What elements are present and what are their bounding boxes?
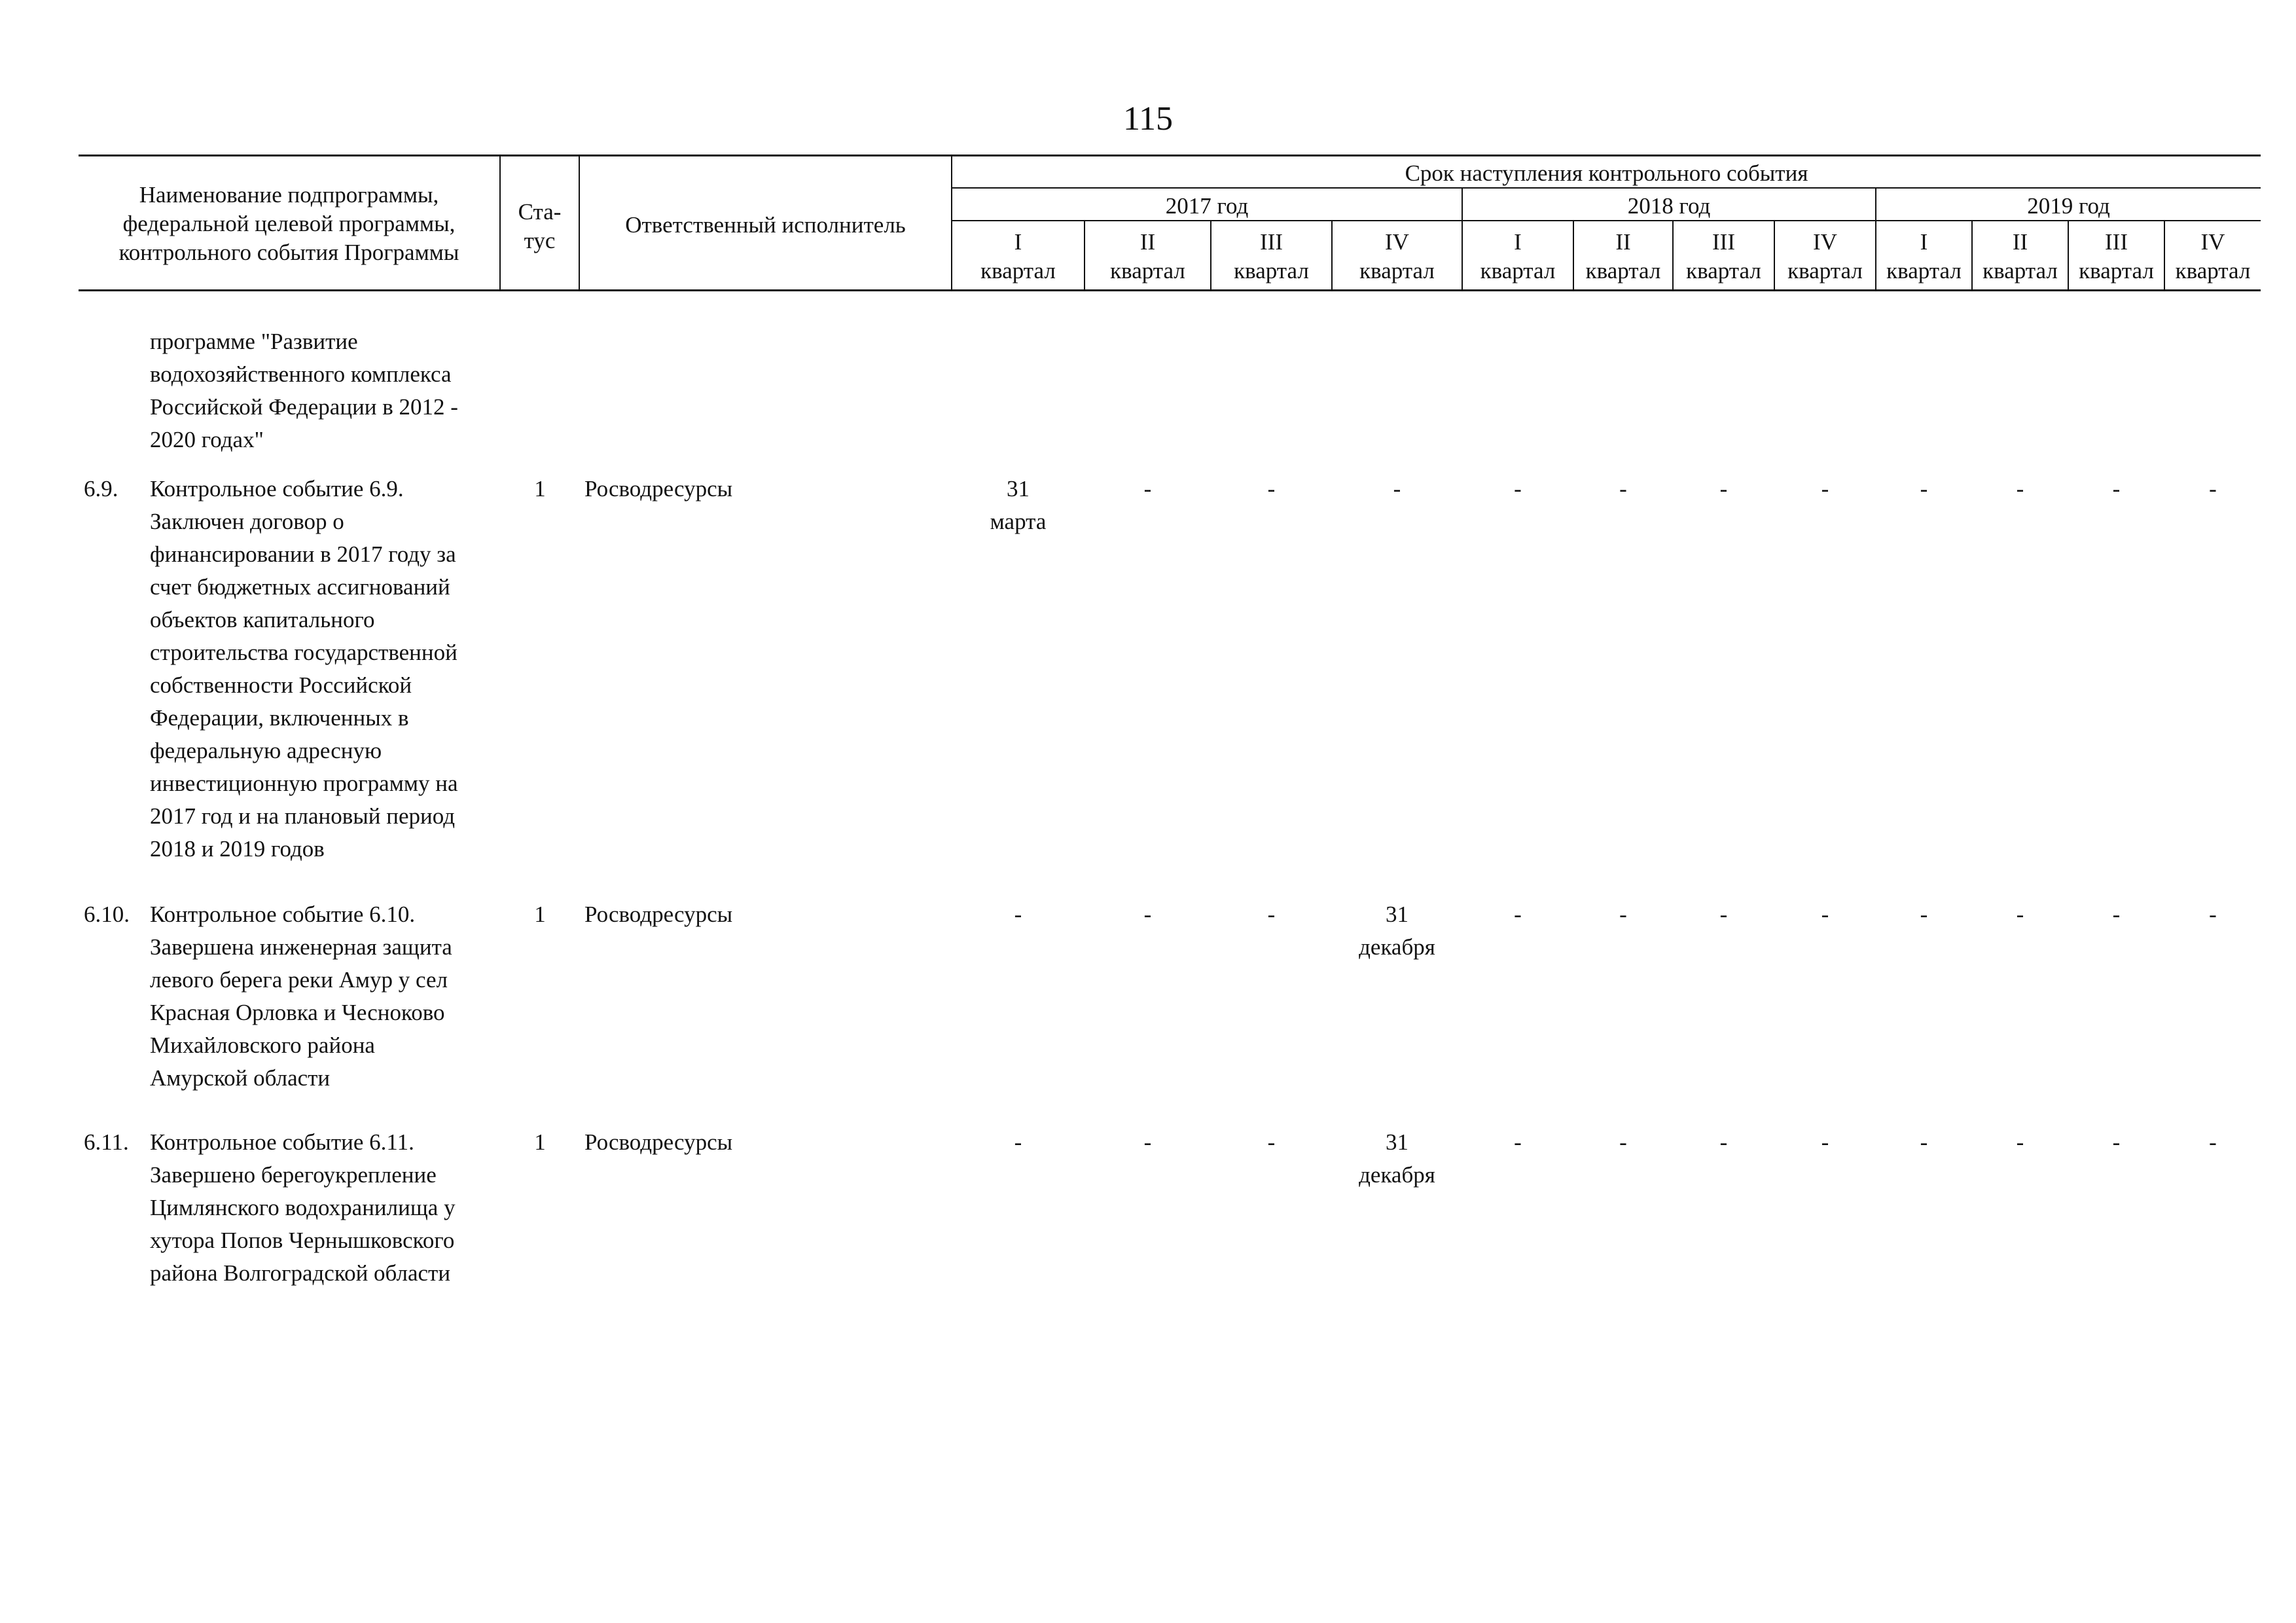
quarter-cell: -	[1719, 1129, 1728, 1155]
header-quarter: III квартал	[2079, 229, 2154, 283]
quarter-cell: -	[2112, 1129, 2121, 1155]
quarter-cell: -	[1719, 476, 1728, 501]
quarter-cell: 31 декабря	[1359, 902, 1435, 960]
header-year-2018: 2018 год	[1627, 193, 1711, 219]
quarter-cell: -	[1821, 1129, 1829, 1155]
quarter-cell: 31 марта	[990, 476, 1047, 534]
quarter-cell: -	[1920, 1129, 1928, 1155]
quarter-cell: -	[1143, 902, 1152, 927]
header-quarter: IV квартал	[1359, 229, 1435, 283]
row-number: 6.10.	[84, 902, 130, 927]
quarter-cell: -	[1821, 902, 1829, 927]
quarter-cell: -	[1514, 476, 1522, 501]
quarter-cell: -	[1920, 902, 1928, 927]
row-name: Контрольное событие 6.9. Заключен договор о финансировании в 2017 году за счет бюджетных ассигнований объектов капитального строительства государственной собственности Российской Федерации, включенных в федеральную адресную инвестиционную программу на 2017 год и на плановый период 2018 и 2019 годов	[150, 476, 458, 862]
quarter-cell: 31 декабря	[1359, 1129, 1435, 1188]
header-quarter: III квартал	[1686, 229, 1761, 283]
page-number: 115	[1122, 100, 1174, 137]
quarter-cell: -	[1393, 476, 1401, 501]
row-executor: Росводресурсы	[584, 1129, 733, 1155]
header-top-line	[79, 155, 2261, 156]
header-year-2017: 2017 год	[1165, 193, 1249, 219]
row-executor: Росводресурсы	[584, 902, 733, 927]
header-bottom-line	[79, 289, 2261, 291]
header-executor-column: Ответственный исполнитель	[625, 212, 906, 238]
header-status-line: Ста-	[518, 199, 562, 225]
continuation-text: программе "Развитие водохозяйственного комплекса Российской Федерации в 2012 - 2020 годах"	[150, 329, 458, 452]
table-header	[0, 0, 2296, 301]
quarter-cell: -	[1014, 902, 1022, 927]
header-quarter: II квартал	[1585, 229, 1661, 283]
header-quarter: II квартал	[1110, 229, 1185, 283]
quarter-cell: -	[2016, 1129, 2024, 1155]
quarter-cell: -	[1143, 476, 1152, 501]
quarter-cell: -	[1267, 902, 1276, 927]
header-deadline-group: Срок наступления контрольного события	[1405, 160, 1808, 186]
header-quarter: I квартал	[1480, 229, 1556, 283]
quarter-cell: -	[2112, 476, 2121, 501]
row-status: 1	[534, 476, 546, 501]
row-executor: Росводресурсы	[584, 476, 733, 501]
header-name-line: федеральной целевой программы,	[122, 211, 456, 236]
row-status: 1	[534, 1129, 546, 1155]
header-status-column	[501, 198, 579, 255]
quarter-cell: -	[1143, 1129, 1152, 1155]
header-quarter: I квартал	[1886, 229, 1962, 283]
header-quarter: II квартал	[1982, 229, 2058, 283]
header-name-line: Наименование подпрограммы,	[139, 182, 439, 208]
header-name-column	[79, 181, 499, 267]
header-quarter: III квартал	[1234, 229, 1309, 283]
header-status-line: тус	[524, 228, 556, 253]
header-name-line: контрольного события Программы	[118, 240, 459, 265]
row-name: Контрольное событие 6.11. Завершено берегоукрепление Цимлянского водохранилища у хутора Попов Чернышковского района Волгоградской области	[150, 1129, 456, 1286]
header-quarter: IV квартал	[1787, 229, 1863, 283]
quarter-cell: -	[2209, 476, 2217, 501]
row-name: Контрольное событие 6.10. Завершена инженерная защита левого берега реки Амур у сел Красная Орловка и Чесноково Михайловского района Амурской области	[150, 902, 452, 1091]
header-quarter: IV квартал	[2175, 229, 2251, 283]
header-year-2019: 2019 год	[2027, 193, 2110, 219]
quarter-cell: -	[1014, 1129, 1022, 1155]
quarter-cell: -	[1821, 476, 1829, 501]
quarter-cell: -	[1920, 476, 1928, 501]
quarter-cell: -	[1719, 902, 1728, 927]
quarter-cell: -	[1514, 902, 1522, 927]
quarter-cell: -	[2016, 902, 2024, 927]
quarter-cell: -	[1619, 476, 1627, 501]
quarter-cell: -	[1267, 1129, 1276, 1155]
quarter-cell: -	[2016, 476, 2024, 501]
row-status: 1	[534, 902, 546, 927]
quarter-cell: -	[2209, 902, 2217, 927]
quarter-cell: -	[1267, 476, 1276, 501]
quarter-cell: -	[1619, 1129, 1627, 1155]
quarter-cell: -	[2209, 1129, 2217, 1155]
quarter-cell: -	[1514, 1129, 1522, 1155]
quarter-cell: -	[2112, 902, 2121, 927]
header-quarter: I квартал	[980, 229, 1056, 283]
row-number: 6.11.	[84, 1129, 129, 1155]
row-number: 6.9.	[84, 476, 118, 501]
quarter-cell: -	[1619, 902, 1627, 927]
